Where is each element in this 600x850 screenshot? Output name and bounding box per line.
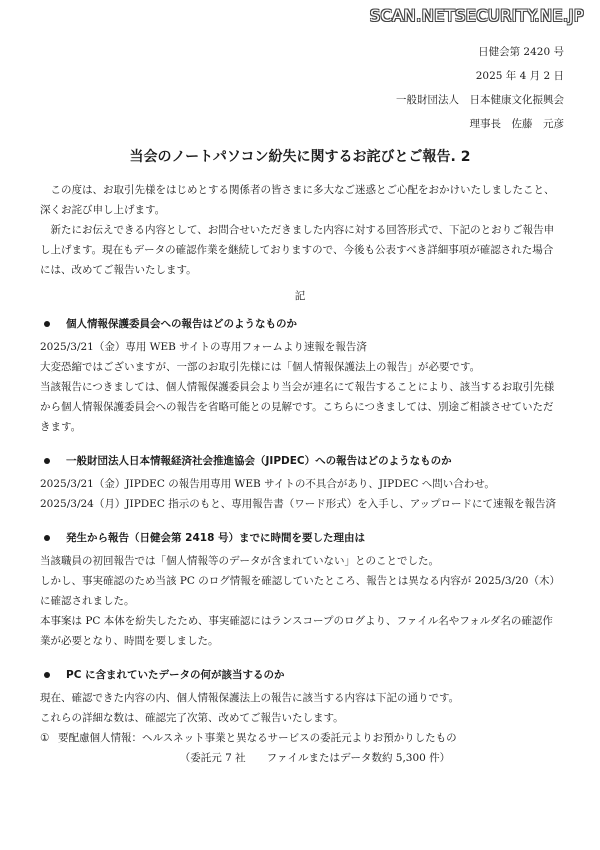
- intro-paragraph-1: この度は、お取引先様をはじめとする関係者の皆さまに多大なご迷惑とご心配をおかけいたしましたこと、深くお詫び申し上げます。: [40, 184, 555, 216]
- organization-name: 一般財団法人 日本健康文化振興会: [396, 94, 564, 106]
- bullet-icon: [44, 535, 50, 541]
- bullet-icon: [44, 458, 50, 464]
- document-header: [264, 40, 564, 136]
- section-heading: [40, 316, 560, 331]
- section-heading: [40, 453, 560, 468]
- document-title: 当会のノートパソコン紛失に関するお詫びとご報告. 2: [129, 149, 471, 165]
- section-body: [40, 337, 560, 437]
- document-body: [40, 180, 560, 768]
- item-subtext: （委託元 7 社 ファイルまたはデータ数約 5,300 件）: [179, 752, 451, 764]
- bullet-icon: [44, 321, 50, 327]
- section-line: 当該報告につきましては、個人情報保護委員会より当会が連名にて報告することにより、該当するお取引先様から個人情報保護委員会への報告を省略可能との見解です。こちらにつきましては、別途ご相談させていただきます。: [40, 381, 555, 433]
- item-text: 要配慮個人情報：ヘルスネット事業と異なるサービスの委託元よりお預かりしたもの: [58, 732, 457, 744]
- section-heading: [40, 530, 560, 545]
- section-line: しかし、事実確認のため当該 PC のログ情報を確認していたところ、報告とは異なる内容が 2025/3/20（木）に確認されました。: [40, 575, 560, 607]
- watermark: SCAN.NETSECURITY.NE.JP: [369, 6, 584, 25]
- list-item: [40, 728, 560, 748]
- section-body: [40, 688, 560, 768]
- signatory: 理事長 佐藤 元彦: [469, 118, 564, 130]
- item-number: ①: [40, 732, 50, 744]
- section-title: 個人情報保護委員会への報告はどのようなものか: [66, 318, 297, 330]
- document-number: 日健会第 2420 号: [478, 46, 564, 58]
- section-heading: [40, 667, 560, 682]
- bullet-icon: [44, 672, 50, 678]
- section-line: 当該職員の初回報告では「個人情報等のデータが含まれていない」とのことでした。: [40, 555, 439, 567]
- section-body: [40, 551, 560, 651]
- section-title: 一般財団法人日本情報経済社会推進協会（JIPDEC）への報告はどのようなものか: [66, 455, 452, 467]
- section-line: 2025/3/21（金）JIPDEC の報告用専用 WEB サイトの不具合があり、JIPDEC へ問い合わせ。: [40, 478, 495, 490]
- section-line: 現在、確認できた内容の内、個人情報保護法上の報告に該当する内容は下記の通りです。: [40, 692, 460, 704]
- section-line: 大変恐縮ではございますが、一部のお取引先様には「個人情報保護法上の報告」が必要です。: [40, 361, 481, 373]
- document-date: 2025 年 4 月 2 日: [475, 70, 564, 82]
- section-title: PC に含まれていたデータの何が該当するのか: [66, 669, 285, 681]
- section-title: 発生から報告（日健会第 2418 号）までに時間を要した理由は: [66, 532, 366, 544]
- section-line: 本事案は PC 本体を紛失したため、事実確認にはランスコープのログより、ファイル名やフォルダ名の確認作業が必要となり、時間を要しました。: [40, 615, 553, 647]
- section-line: これらの詳細な数は、確認完了次第、改めてご報告いたします。: [40, 712, 344, 724]
- section-line: 2025/3/24（月）JIPDEC 指示のもと、専用報告書（ワード形式）を入手し、アップロードにて速報を報告済: [40, 498, 556, 510]
- intro-paragraph-2: 新たにお伝えできる内容として、お問合せいただきました内容に対する回答形式で、下記のとおりご報告申し上げます。現在もデータの確認作業を継続しておりますので、今後も公表すべき詳細事項が確認された場合には、改めてご報告いたします。: [40, 224, 555, 276]
- section-body: [40, 474, 560, 514]
- ki-marker: 記: [294, 290, 306, 302]
- section-line: 2025/3/21（金）専用 WEB サイトの専用フォームより速報を報告済: [40, 341, 367, 353]
